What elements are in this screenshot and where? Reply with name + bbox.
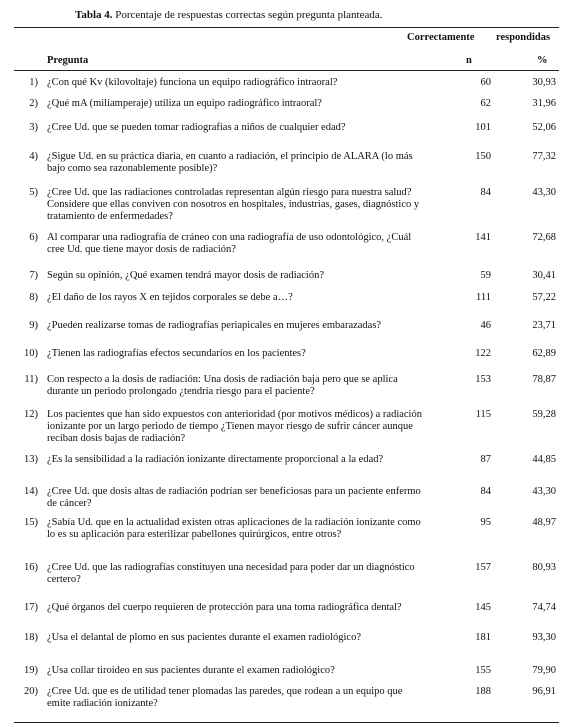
row-pct: 93,30 [532,632,556,643]
row-number: 4) [29,151,38,162]
row-pct: 96,91 [532,686,556,697]
header-pct: % [537,55,548,66]
row-pct: 48,97 [532,517,556,528]
row-n: 141 [475,232,491,243]
row-pct: 57,22 [532,292,556,303]
row-question: ¿Qué órganos del cuerpo requieren de protección para una toma radiográfica dental? [47,602,402,613]
row-number: 19) [24,665,38,676]
header-correct: Correctamente [407,32,475,43]
row-n: 115 [475,409,491,420]
bottom-rule [14,722,559,723]
row-n: 188 [475,686,491,697]
row-question: ¿Pueden realizarse tomas de radiografías periapicales en mujeres embarazadas? [47,320,382,331]
row-question: ¿Tienen las radiografías efectos secundarios en los pacientes? [47,348,306,359]
table-caption-text: Porcentaje de respuestas correctas según pregunta planteada. [115,9,383,21]
row-number: 7) [29,270,38,281]
row-n: 101 [475,122,491,133]
header-rule [14,70,559,71]
row-n: 87 [480,454,491,465]
row-n: 111 [476,292,491,303]
row-number: 5) [29,187,38,198]
row-number: 9) [29,320,38,331]
row-question: Al comparar una radiografía de cráneo con una radiografía de uso odontológico, ¿Cuál cree Ud. que tiene mayor dosis de radiación? [47,232,412,255]
row-pct: 72,68 [532,232,556,243]
row-question: Según su opinión, ¿Qué examen tendrá mayor dosis de radiación? [47,270,325,281]
row-number: 17) [24,602,38,613]
row-number: 12) [24,409,38,420]
row-number: 2) [29,98,38,109]
row-number: 10) [24,348,38,359]
row-n: 59 [480,270,491,281]
header-question: Pregunta [47,55,89,66]
row-question: Los pacientes que han sido expuestos con anterioridad (por motivos médicos) a radiación ionizante por un largo periodo de tiempo ¿Tienen mayor riesgo de sufrir cáncer aunque reciban dosis bajas de radiación? [47,409,422,444]
table-caption [75,9,383,21]
row-pct: 30,93 [532,77,556,88]
row-pct: 80,93 [532,562,556,573]
row-number: 13) [24,454,38,465]
row-number: 11) [24,374,38,385]
row-n: 95 [480,517,491,528]
row-n: 181 [475,632,491,643]
row-pct: 52,06 [532,122,556,133]
header-n: n [466,55,472,66]
row-pct: 62,89 [532,348,556,359]
row-n: 122 [475,348,491,359]
row-number: 6) [29,232,38,243]
row-question: ¿Cree Ud. que es de utilidad tener plomadas las paredes, que rodean a un equipo que emite radiación ionizante? [47,686,403,709]
row-n: 153 [475,374,491,385]
row-number: 15) [24,517,38,528]
row-number: 20) [24,686,38,697]
table-caption-label: Tabla 4. [75,9,113,21]
top-rule [14,27,559,28]
row-pct: 59,28 [532,409,556,420]
row-question: ¿Cree Ud. que las radiografías constituyen una necesidad para poder dar un diagnóstico certero? [47,562,415,585]
row-n: 157 [475,562,491,573]
row-pct: 30,41 [532,270,556,281]
row-n: 145 [475,602,491,613]
row-pct: 78,87 [532,374,556,385]
row-question: ¿Con qué Kv (kilovoltaje) funciona un equipo radiográfico intraoral? [47,77,338,88]
header-answered: respondidas [496,32,551,43]
row-pct: 23,71 [532,320,556,331]
row-pct: 79,90 [532,665,556,676]
row-number: 14) [24,486,38,497]
row-n: 84 [480,187,491,198]
row-n: 84 [480,486,491,497]
row-question: ¿El daño de los rayos X en tejidos corporales se debe a…? [47,292,293,303]
row-question: ¿Usa collar tiroideo en sus pacientes durante el examen radiológico? [47,665,335,676]
row-number: 16) [24,562,38,573]
row-n: 150 [475,151,491,162]
row-pct: 74,74 [532,602,556,613]
row-question: ¿Cree Ud. que las radiaciones controladas representan algún riesgo para nuestra salud? Considere que ellas conviven con nosotros en hospitales, industrias, gases, diagnóstico y tratamiento de enfermedades? [47,187,420,222]
row-number: 1) [29,77,38,88]
row-question: Con respecto a la dosis de radiación: Una dosis de radiación baja pero que se aplica durante un periodo prolongado ¿tendría riesgo para el paciente? [47,374,398,397]
row-n: 60 [480,77,491,88]
row-pct: 43,30 [532,486,556,497]
row-pct: 43,30 [532,187,556,198]
row-pct: 77,32 [532,151,556,162]
row-n: 46 [480,320,491,331]
row-question: ¿Usa el delantal de plomo en sus pacientes durante el examen radiológico? [47,632,362,643]
row-question: ¿Cree Ud. que se pueden tomar radiografías a niños de cualquier edad? [47,122,346,133]
row-question: ¿Cree Ud. que dosis altas de radiación podrían ser beneficiosas para un paciente enfermo de cáncer? [47,486,421,509]
row-n: 62 [480,98,491,109]
row-question: ¿Qué mA (miliamperaje) utiliza un equipo radiográfico intraoral? [47,98,322,109]
row-pct: 44,85 [532,454,556,465]
row-pct: 31,96 [532,98,556,109]
row-n: 155 [475,665,491,676]
row-question: ¿Sigue Ud. en su práctica diaria, en cuanto a radiación, el principio de ALARA (lo más bajo como sea razonablemente posible)? [47,151,413,174]
row-number: 8) [29,292,38,303]
row-question: ¿Sabía Ud. que en la actualidad existen otras aplicaciones de la radiación ionizante como lo es su aplicación para esterilizar pabellones quirúrgicos, entre otros? [47,517,421,540]
row-number: 3) [29,122,38,133]
row-number: 18) [24,632,38,643]
row-question: ¿Es la sensibilidad a la radiación ionizante directamente proporcional a la edad? [47,454,384,465]
